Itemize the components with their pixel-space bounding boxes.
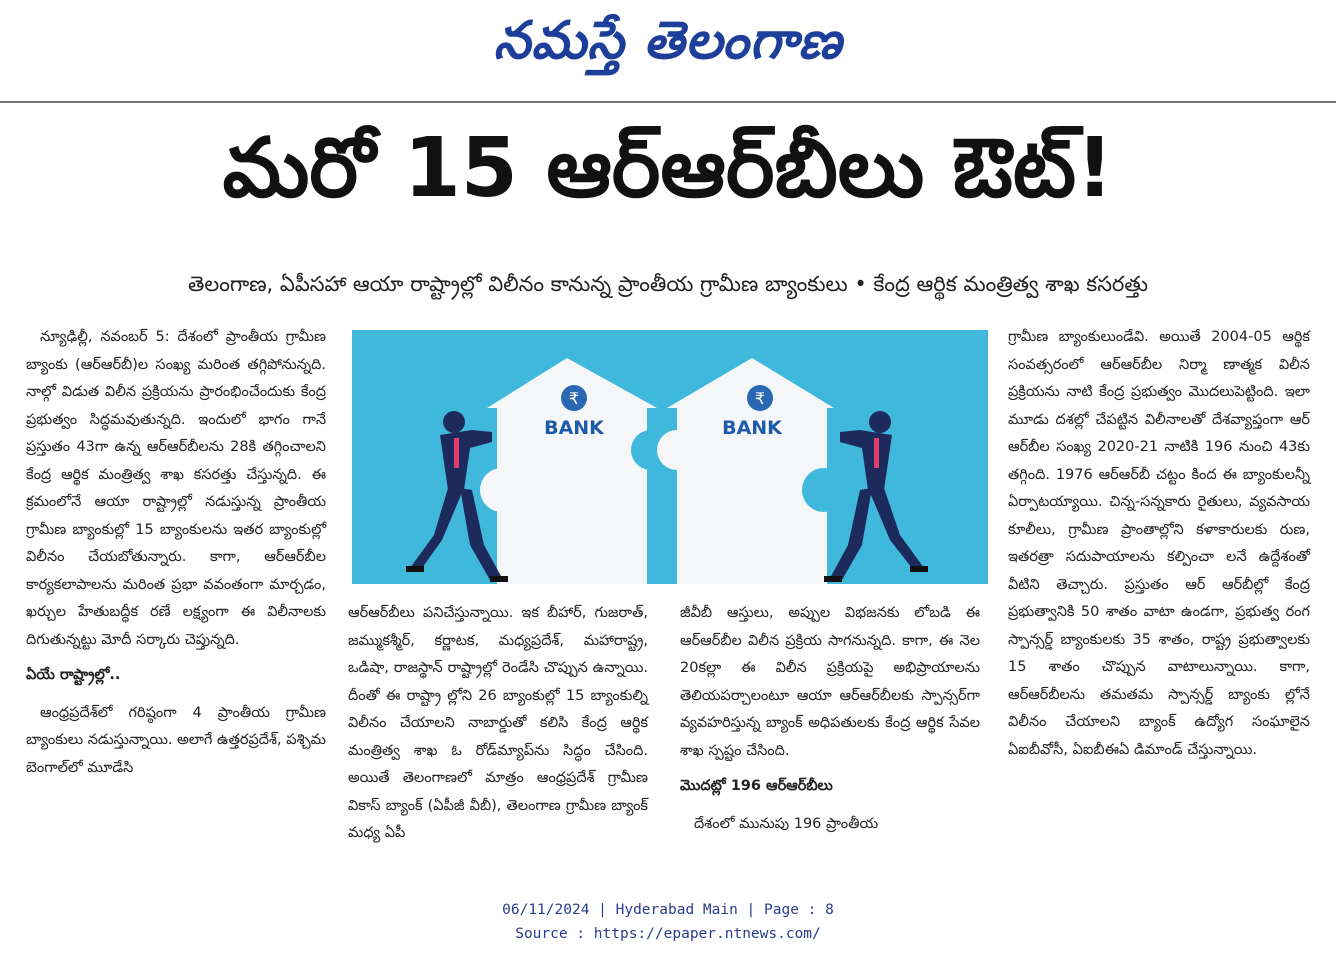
bank-merger-image — [352, 330, 988, 584]
paragraph: ఆంధ్రప్రదేశ్‌లో గరిష్ఠంగా 4 ప్రాంతీయ గ్రామీణ బ్యాంకులు నడుస్తున్నాయి. అలాగే ఉత్తరప్రదేశ్‌, పశ్చిమ బెంగాల్‌లో మూడేసి — [26, 704, 326, 776]
column-2 — [348, 600, 648, 848]
headline: మరో 15 ఆర్‌ఆర్‌బీలు ఔట్‌! — [222, 121, 1114, 216]
paragraph: న్యూఢిల్లీ, నవంబర్‌ 5: దేశంలో ప్రాంతీయ గ్రామీణ బ్యాంకు (ఆర్‌ఆర్‌బీ)ల సంఖ్య మరింత తగ్గిపోనున్నది. నాల్గో విడుత విలీన ప్రక్రియను ప్రారంభించేందుకు కేంద్ర ప్రభుత్వం సిద్ధమవుతున్నది. ఇందులో భాగం గానే ప్రస్తుతం 43గా ఉన్న ఆర్‌ఆర్‌బీలను 28కి తగ్గించాలని కేంద్ర ఆర్థిక మంత్రిత్వ శాఖ కసరత్తు చేస్తున్నది. ఈ క్రమంలోనే ఆయా రాష్ట్రాల్లో నడుస్తున్న ప్రాంతీయ గ్రామీణ బ్యాంకుల్లో 15 బ్యాంకులను ఇతర బ్యాంకుల్లో విలీనం చేయబోతున్నారు. కాగా, ఆర్‌ఆర్‌బీల కార్యకలాపాలను మరింత ప్రభా వవంతంగా మార్చడం, ఖర్చుల హేతుబద్ధీక రణే లక్ష్యంగా ఈ విలీనాలకు దిగుతున్నట్టు మోదీ సర్కారు చెప్తున్నది. — [26, 329, 326, 648]
right-bank-sign: BANK — [722, 417, 782, 439]
section-subtitle: ఏయే రాష్ట్రాల్లో.. — [26, 667, 121, 683]
paragraph: గ్రామీణ బ్యాంకులుండేవి. అయితే 2004-05 ఆర్థిక సంవత్సరంలో ఆర్‌ఆర్‌బీల నిర్మా ణాత్మక విలీన ప్రక్రియను నాటి కేంద్ర ప్రభుత్వం మొదలుపెట్టింది. ఇలా మూడు దశల్లో చేపట్టిన విలీనాలతో దేశవ్యాప్తంగా ఆర్‌ ఆర్‌బీల సంఖ్య 2020-21 నాటికి 196 నుంచి 43కు తగ్గింది. 1976 ఆర్‌ఆర్‌బీ చట్టం కింద ఈ బ్యాంకులన్నీ ఏర్పాటయ్యాయి. చిన్న-సన్నకారు రైతులు, వ్యవసాయ కూలీలు, గ్రామీణ ప్రాంతాల్లోని కళాకారులకు రుణ, ఇతరత్రా సదుపాయాలను కల్పించా లనే ఉద్దేశంతో వీటిని తెచ్చారు. ప్రస్తుతం ఆర్‌ ఆర్‌బీల్లో కేంద్ర ప్రభుత్వానికి 50 శాతం వాటా ఉండగా, ప్రభుత్వ రంగ స్పాన్సర్డ్‌ బ్యాంకులకు 35 శాతం, రాష్ట్ర ప్రభుత్వాలకు 15 శాతం చొప్పున వాటాలున్నాయి. కాగా, ఆర్‌ఆర్‌బీలను తమతమ స్పాన్సర్డ్‌ బ్యాంకు ల్లోనే విలీనం చేయాలని బ్యాంక్‌ ఉద్యోగ సంఘాలైన ఏఐబీవోసీ, ఏఐబీఈఏ డిమాండ్‌ చేస్తున్నాయి. — [1008, 329, 1310, 758]
masthead-divider — [0, 101, 1336, 103]
column-1 — [26, 324, 326, 782]
masthead — [0, 6, 1336, 88]
paragraph: దేశంలో మునుపు 196 ప్రాంతీయ — [694, 815, 879, 832]
right-rupee-symbol: ₹ — [754, 389, 766, 408]
bank-merger-illustration — [352, 330, 988, 584]
left-bank-sign: BANK — [544, 417, 604, 439]
paragraph: జీవీబీ ఆస్తులు, అప్పుల విభజనకు లోబడి ఈ ఆర్‌ఆర్‌బీల విలీన ప్రక్రియ సాగనున్నది. కాగా, ఈ నెల 20కల్లా ఈ విలీన ప్రక్రియపై అభిప్రాయాలను తెలియపర్చాలంటూ ఆయా ఆర్‌ఆర్‌బీలకు స్పాన్సర్‌గా వ్యవహరిస్తున్న బ్యాంక్‌ అధిపతులకు కేంద్ర ఆర్థిక సేవల శాఖ స్పష్టం చేసింది. — [680, 605, 980, 759]
footer-source-link[interactable]: Source : https://epaper.ntnews.com/ — [515, 926, 821, 942]
column-4 — [1008, 324, 1310, 764]
column-3 — [680, 600, 980, 838]
paragraph: ఆర్‌ఆర్‌బీలు పనిచేస్తున్నాయి. ఇక బీహార్‌, గుజరాత్‌, జమ్ముకశ్మీర్‌, కర్ణాటక, మధ్యప్రదేశ్‌, మహారాష్ట్ర, ఒడిషా, రాజస్థాన్‌ రాష్ట్రాల్లో రెండేసి చొప్పున ఉన్నాయి. దీంతో ఈ రాష్ట్రా ల్లోని 26 బ్యాంకుల్లో 15 బ్యాంకుల్ని విలీనం చేయాలని నాబార్డుతో కలిసి కేంద్ర ఆర్థిక మంత్రిత్వ శాఖ ఓ రోడ్‌మ్యాప్‌ను సిద్ధం చేసింది. అయితే తెలంగాణలో మాత్రం ఆంధ్రప్రదేశ్‌ గ్రామీణ వికాస్‌ బ్యాంక్‌ (ఏపీజీ వీబీ), తెలంగాణ గ్రామీణ బ్యాంక్‌ మధ్య ఏపీ — [348, 605, 648, 841]
newspaper-logo: నమస్తే తెలంగాణ — [493, 10, 843, 71]
section-subtitle: మొదట్లో 196 ఆర్‌ఆర్‌బీలు — [680, 778, 833, 794]
subheadline: తెలంగాణ, ఏపీసహా ఆయా రాష్ట్రాల్లో విలీనం కానున్న ప్రాంతీయ గ్రామీణ బ్యాంకులు • కేంద్ర ఆర్థిక మంత్రిత్వ శాఖ కసరత్తు — [188, 272, 1148, 296]
left-rupee-symbol: ₹ — [568, 389, 580, 408]
footer-date-line: 06/11/2024 | Hyderabad Main | Page : 8 — [502, 902, 834, 918]
